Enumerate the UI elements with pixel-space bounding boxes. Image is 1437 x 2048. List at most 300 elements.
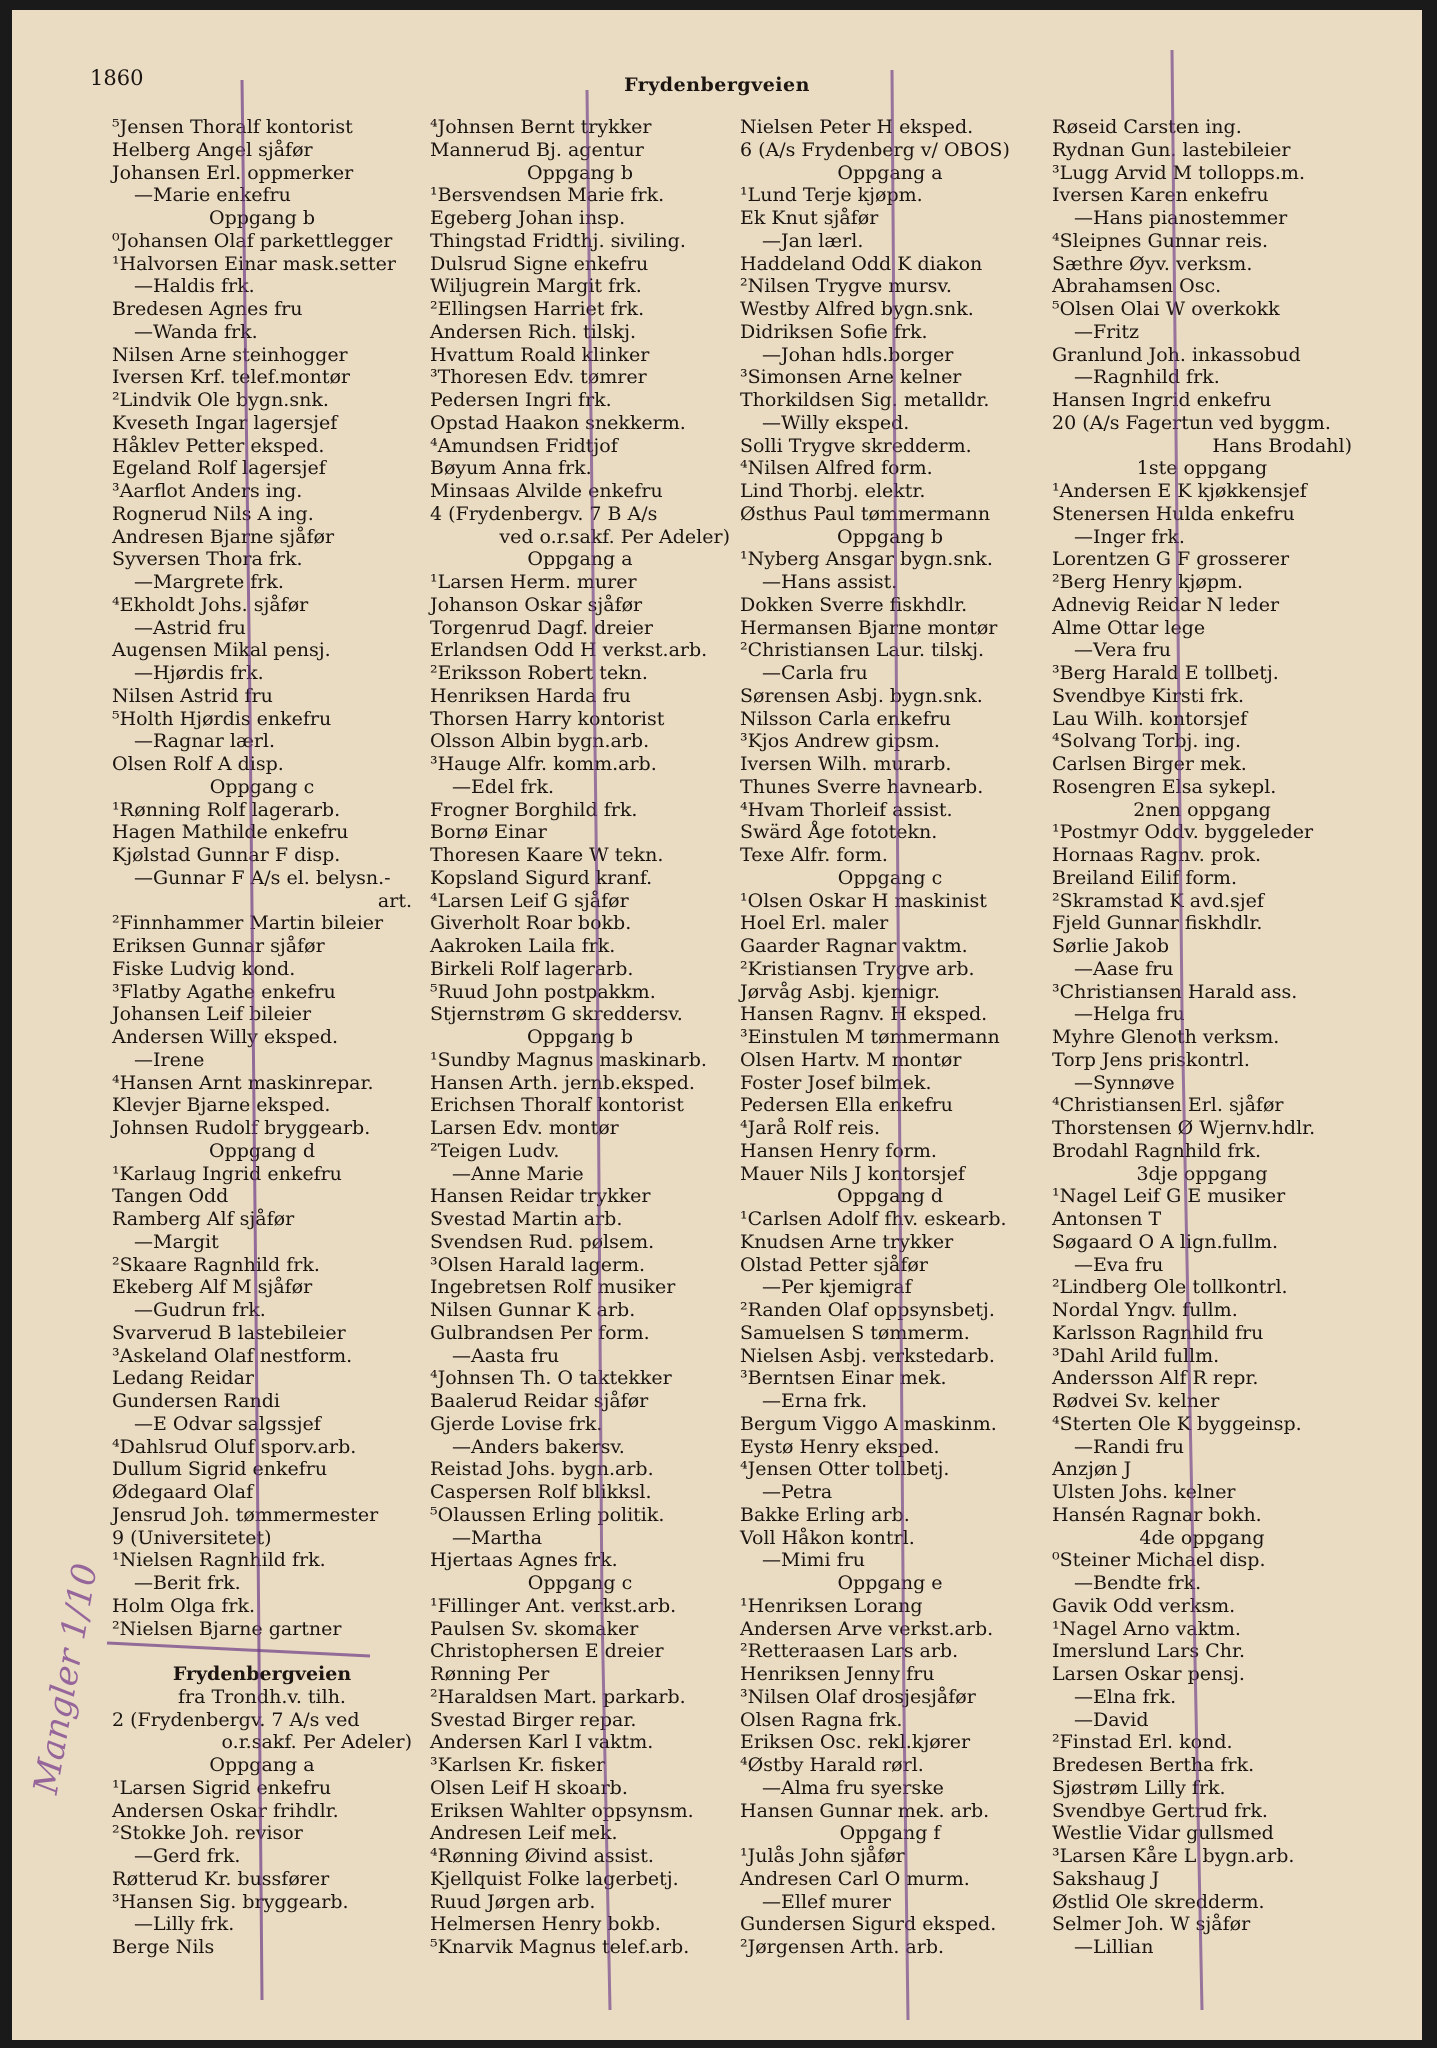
entrance-heading: Oppgang a (209, 1754, 315, 1776)
directory-entry: Olsen Ragna frk. (740, 1708, 903, 1731)
directory-entry: —Hans pianostemmer (1074, 207, 1288, 229)
directory-entry: ²Finstad Erl. kond. (1052, 1731, 1233, 1754)
directory-entry: —Ragnar lærl. (134, 730, 276, 753)
directory-entry: Fiske Ludvig kond. (112, 957, 296, 980)
directory-entry: ³Einstulen M tømmermann (740, 1026, 1000, 1048)
directory-entry: Voll Håkon kontrl. (740, 1526, 915, 1549)
directory-entry: ⁰Johansen Olaf parkettlegger (112, 229, 393, 252)
directory-entry: Didriksen Sofie frk. (740, 320, 928, 343)
directory-entry: ³Thoresen Edv. tømrer (430, 366, 647, 389)
directory-entry: 6 (A/s Frydenberg v/ OBOS) (740, 138, 1010, 161)
directory-entry: Svendbye Gertrud frk. (1052, 1799, 1268, 1822)
directory-entry: Granlund Joh. inkassobud (1052, 343, 1301, 366)
directory-entry: Tangen Odd (112, 1185, 229, 1208)
directory-entry: Frogner Borghild frk. (430, 798, 638, 821)
directory-entry: Ramberg Alf sjåfør (112, 1208, 295, 1230)
directory-entry: Rødvei Sv. kelner (1052, 1390, 1220, 1412)
directory-entry: Samuelsen S tømmerm. (740, 1321, 970, 1344)
directory-entry: —Hjørdis frk. (134, 662, 264, 684)
directory-entry: Ødegaard Olaf (112, 1481, 254, 1503)
directory-entry: Andersen Arve verkst.arb. (740, 1617, 994, 1640)
directory-entry: Stenersen Hulda enkefru (1052, 502, 1295, 525)
directory-entry: Baalerud Reidar sjåfør (430, 1390, 649, 1412)
directory-entry: —Johan hdls.borger (762, 343, 954, 366)
directory-entry: Andersen Karl I vaktm. (430, 1731, 654, 1754)
directory-entry: Ulsten Johs. kelner (1052, 1481, 1236, 1503)
directory-entry: ³Hauge Alfr. komm.arb. (430, 753, 657, 775)
directory-entry: Paulsen Sv. skomaker (430, 1617, 639, 1640)
directory-entry: —Vera fru (1074, 639, 1172, 662)
entrance-heading: 1ste oppgang (1136, 457, 1268, 480)
directory-entry: Klevjer Bjarne eksped. (112, 1094, 331, 1117)
directory-entry: Imerslund Lars Chr. (1052, 1640, 1245, 1663)
directory-entry: Kopsland Sigurd kranf. (430, 866, 653, 889)
directory-entry: Kjellquist Folke lagerbetj. (430, 1867, 679, 1890)
directory-entry: Johansen Leif bileier (112, 1003, 312, 1026)
directory-entry: Fjeld Gunnar fiskhdlr. (1052, 912, 1263, 935)
directory-entry: Torgenrud Dagf. dreier (430, 616, 653, 639)
directory-entry: Larsen Edv. montør (430, 1117, 619, 1139)
directory-entry: —Bendte frk. (1074, 1572, 1202, 1594)
directory-entry: Rydnan Gun. lastebileier (1052, 138, 1291, 161)
directory-entry: —Helga fru (1074, 1003, 1185, 1026)
entrance-heading: 4de oppgang (1139, 1526, 1265, 1549)
directory-entry: Svendbye Kirsti frk. (1052, 684, 1245, 707)
directory-entry: ⁴Sterten Ole K byggeinsp. (1052, 1412, 1302, 1435)
directory-entry: Kveseth Ingar lagersjef (112, 411, 338, 434)
directory-entry: Bakke Erling arb. (740, 1503, 910, 1526)
directory-entry: ⁴Larsen Leif G sjåfør (430, 889, 629, 912)
directory-entry: Jensrud Joh. tømmermester (112, 1503, 379, 1526)
directory-entry: Minsaas Alvilde enkefru (430, 480, 663, 502)
directory-entry: Bornø Einar (430, 821, 547, 844)
directory-entry: —Marie enkefru (134, 184, 291, 207)
directory-entry: Syversen Thora frk. (112, 548, 303, 571)
directory-entry: ⁴Ekholdt Johs. sjåfør (112, 593, 309, 616)
directory-entry: —Gudrun frk. (134, 1299, 266, 1321)
directory-entry: Thingstad Fridthj. siviling. (430, 229, 686, 252)
directory-entry: Larsen Oskar pensj. (1052, 1663, 1245, 1685)
directory-entry: Rønning Per (430, 1663, 550, 1685)
directory-entry: Thoresen Kaare W tekn. (430, 844, 664, 866)
directory-entry: ²Finnhammer Martin bileier (112, 912, 384, 935)
directory-entry: ²Berg Henry kjøpm. (1052, 571, 1244, 593)
directory-entry: Helmersen Henry bokb. (430, 1913, 661, 1936)
directory-entry: Hagen Mathilde enkefru (112, 821, 349, 844)
directory-entry: Carlsen Birger mek. (1052, 753, 1247, 775)
entrance-heading: Oppgang f (839, 1822, 941, 1845)
directory-entry: ²Stokke Joh. revisor (112, 1822, 303, 1845)
directory-entry: Sjøstrøm Lilly frk. (1052, 1776, 1226, 1799)
entrance-heading: Oppgang b (837, 525, 943, 548)
directory-entry: Egeberg Johan insp. (430, 207, 626, 229)
directory-entry: ved o.r.sakf. Per Adeler) (499, 525, 730, 548)
directory-entry: Thorsen Harry kontorist (430, 707, 665, 730)
directory-entry: ⁴Nilsen Alfred form. (740, 457, 933, 480)
directory-entry: ³Lugg Arvid M tollopps.m. (1052, 161, 1305, 184)
directory-entry: Hansen Ragnv. H eksped. (740, 1003, 988, 1026)
directory-entry: ³Simonsen Arne kelner (740, 366, 962, 389)
directory-entry: —Carla fru (762, 662, 868, 684)
directory-entry: Holm Olga frk. (112, 1594, 255, 1617)
directory-entry: ⁴Hvam Thorleif assist. (740, 798, 953, 821)
directory-entry (112, 1640, 412, 1663)
directory-entry: Henriksen Harda fru (430, 684, 631, 707)
directory-entry: —Margit (134, 1230, 219, 1253)
directory-entry: Anzjøn J (1052, 1458, 1132, 1481)
directory-entry: —Berit frk. (134, 1572, 241, 1594)
directory-entry: Egeland Rolf lagersjef (112, 457, 326, 480)
directory-entry: Gundersen Sigurd eksped. (740, 1913, 997, 1936)
directory-entry: Andresen Carl O murm. (740, 1867, 970, 1890)
directory-entry: ⁴Hansen Arnt maskinrepar. (112, 1071, 374, 1094)
directory-entry: —Eva fru (1074, 1253, 1164, 1276)
directory-entry: —Edel frk. (452, 775, 555, 798)
directory-entry: Hornaas Ragnv. prok. (1052, 844, 1262, 866)
directory-entry: Ekeberg Alf M sjåfør (112, 1276, 313, 1299)
directory-entry: ²Retteraasen Lars arb. (740, 1640, 959, 1663)
directory-entry: ³Flatby Agathe enkefru (112, 980, 336, 1003)
directory-entry: ¹Olsen Oskar H maskinist (740, 889, 987, 912)
directory-entry: —Mimi fru (762, 1549, 866, 1572)
directory-entry: Pedersen Ella enkefru (740, 1094, 953, 1117)
directory-entry: Svendsen Rud. pølsem. (430, 1230, 655, 1253)
directory-entry: —Wanda frk. (134, 320, 258, 343)
directory-entry: ¹Larsen Herm. murer (430, 571, 637, 593)
directory-entry: 4 (Frydenbergv. 7 B A/s (430, 502, 658, 525)
directory-entry: Hansen Gunnar mek. arb. (740, 1799, 990, 1822)
directory-entry: Hoel Erl. maler (740, 912, 889, 935)
directory-entry: o.r.sakf. Per Adeler) (221, 1731, 412, 1754)
directory-entry: Sørensen Asbj. bygn.snk. (740, 684, 983, 707)
column-3 (740, 116, 1040, 1959)
directory-entry: Andersen Rich. tilskj. (430, 320, 637, 343)
entrance-heading: Oppgang b (527, 161, 633, 184)
directory-entry: Karlsson Ragnhild fru (1052, 1321, 1264, 1344)
directory-entry: Lau Wilh. kontorsjef (1052, 707, 1248, 730)
entrance-heading: 2nen oppgang (1133, 798, 1271, 821)
directory-entry: ²Eriksson Robert tekn. (430, 662, 648, 684)
directory-entry: —Per kjemigraf (762, 1276, 912, 1299)
directory-entry: ³Kjos Andrew gipsm. (740, 730, 940, 753)
directory-entry: ¹Fillinger Ant. verkst.arb. (430, 1594, 677, 1617)
directory-entry: —Fritz (1074, 320, 1139, 343)
directory-entry: Adnevig Reidar N leder (1052, 593, 1280, 616)
directory-entry: —Aase fru (1074, 957, 1174, 980)
directory-entry: ¹Sundby Magnus maskinarb. (430, 1048, 707, 1071)
directory-entry: ⁵Knarvik Magnus telef.arb. (430, 1936, 690, 1958)
directory-entry: —Ragnhild frk. (1074, 366, 1220, 389)
directory-entry: Thorkildsen Sig. metalldr. (740, 389, 990, 411)
directory-entry: Olsen Rolf A disp. (112, 753, 284, 775)
directory-entry: Andersen Willy eksped. (112, 1026, 339, 1048)
directory-entry: Jørvåg Asbj. kjemigr. (740, 980, 940, 1003)
directory-entry: Røseid Carsten ing. (1052, 116, 1242, 138)
directory-entry: Aakroken Laila frk. (430, 935, 616, 957)
directory-entry: —Randi fru (1074, 1435, 1184, 1458)
directory-entry: Reistad Johs. bygn.arb. (430, 1458, 654, 1481)
directory-entry: Texe Alfr. form. (740, 844, 888, 866)
directory-entry: —Gerd frk. (134, 1845, 241, 1867)
directory-entry: ⁴Sleipnes Gunnar reis. (1052, 229, 1268, 252)
directory-entry: —Lilly frk. (134, 1913, 235, 1936)
directory-entry: Mauer Nils J kontorsjef (740, 1162, 965, 1185)
directory-entry: Hermansen Bjarne montør (740, 616, 998, 639)
directory-entry: Hansén Ragnar bokh. (1052, 1503, 1262, 1526)
directory-entry: fra Trondh.v. tilh. (178, 1685, 346, 1708)
directory-entry: Rosengren Elsa sykepl. (1052, 775, 1277, 798)
directory-entry: ⁴Johnsen Th. O taktekker (430, 1367, 672, 1390)
directory-entry: Breiland Eilif form. (1052, 866, 1237, 889)
directory-entry: Iversen Krf. telef.montør (112, 366, 350, 389)
directory-entry: ²Haraldsen Mart. parkarb. (430, 1685, 686, 1708)
directory-entry: Hansen Henry form. (740, 1139, 937, 1162)
directory-entry: Nilsen Gunnar K arb. (430, 1299, 636, 1321)
directory-entry: ¹Postmyr Oddv. byggeleder (1052, 821, 1314, 844)
directory-entry: ¹Halvorsen Einar mask.setter (112, 252, 396, 275)
directory-entry: —Petra (762, 1481, 833, 1503)
directory-entry: ¹Carlsen Adolf fhv. eskearb. (740, 1208, 1007, 1230)
directory-entry: ⁰Steiner Michael disp. (1052, 1549, 1266, 1572)
directory-entry: Andersen Oskar frihdlr. (112, 1799, 339, 1822)
directory-entry: ⁴Rønning Øivind assist. (430, 1845, 654, 1867)
directory-entry: —Gunnar F A/s el. belysn.- (134, 866, 391, 889)
directory-entry: ¹Lund Terje kjøpm. (740, 184, 923, 207)
directory-entry: ⁴Amundsen Fridtjof (430, 434, 618, 457)
entrance-heading: Oppgang c (837, 866, 943, 889)
directory-entry: Stjernstrøm G skreddersv. (430, 1003, 683, 1026)
directory-entry: Hjertaas Agnes frk. (430, 1549, 618, 1572)
directory-entry: ⁴Christiansen Erl. sjåfør (1052, 1094, 1284, 1117)
directory-entry: Eriksen Osc. rekl.kjører (740, 1731, 971, 1754)
directory-entry: Kjølstad Gunnar F disp. (112, 844, 341, 866)
directory-entry: Ledang Reidar (112, 1367, 254, 1390)
directory-entry: ²Lindberg Ole tollkontrl. (1052, 1276, 1288, 1299)
street-title: Frydenbergveien (624, 74, 810, 96)
directory-entry: ⁴Jarå Rolf reis. (740, 1117, 881, 1139)
directory-entry: Andresen Bjarne sjåfør (112, 525, 335, 548)
directory-entry: ³Berntsen Einar mek. (740, 1367, 947, 1390)
directory-entry: Nielsen Peter H eksped. (740, 116, 974, 138)
directory-entry: ¹Nagel Leif G E musiker (1052, 1185, 1286, 1208)
entrance-heading: Oppgang d (209, 1139, 315, 1162)
directory-entry: ⁴Østby Harald rørl. (740, 1754, 924, 1776)
directory-entry: Sakshaug J (1052, 1867, 1160, 1890)
directory-entry: Johnsen Rudolf bryggearb. (112, 1117, 371, 1139)
directory-entry: Knudsen Arne trykker (740, 1230, 954, 1253)
entrance-heading: Oppgang a (527, 548, 633, 571)
directory-entry: Giverholt Roar bokb. (430, 912, 632, 935)
directory-entry: —David (1074, 1708, 1149, 1731)
directory-entry: Hansen Reidar trykker (430, 1185, 651, 1208)
directory-entry: Dulsrud Signe enkefru (430, 252, 649, 275)
entrance-heading: 3dje oppgang (1136, 1162, 1268, 1185)
directory-entry: ²Skramstad K avd.sjef (1052, 889, 1264, 912)
directory-entry: Pedersen Ingri frk. (430, 389, 612, 411)
directory-entry: Bredesen Bertha frk. (1052, 1754, 1255, 1776)
directory-entry: ²Christiansen Laur. tilskj. (740, 639, 985, 662)
street-heading: Frydenbergveien (172, 1663, 352, 1685)
directory-entry: Nielsen Asbj. verkstedarb. (740, 1344, 995, 1367)
directory-entry: ³Aarflot Anders ing. (112, 480, 303, 502)
directory-entry: ¹Andersen E K kjøkkensjef (1052, 480, 1307, 502)
directory-entry: ⁵Ruud John postpakkm. (430, 980, 656, 1003)
directory-entry: Dullum Sigrid enkefru (112, 1458, 328, 1481)
directory-entry: Birkeli Rolf lagerarb. (430, 957, 634, 980)
directory-entry: —Lillian (1074, 1936, 1154, 1958)
directory-entry: —Martha (452, 1526, 543, 1549)
handwritten-margin-note: Mangler 1/10 (26, 1560, 106, 1797)
directory-entry: Iversen Karen enkefru (1052, 184, 1269, 207)
directory-entry: Wiljugrein Margit frk. (430, 275, 642, 298)
directory-entry: Mannerud Bj. agentur (430, 138, 644, 161)
directory-entry: ³Berg Harald E tollbetj. (1052, 662, 1279, 684)
directory-entry: Gaarder Ragnar vaktm. (740, 935, 968, 957)
directory-entry: Gundersen Randi (112, 1390, 280, 1412)
directory-entry: ²Nilsen Trygve mursv. (740, 275, 952, 298)
directory-entry: ²Teigen Ludv. (430, 1139, 560, 1162)
directory-entry: Gjerde Lovise frk. (430, 1412, 603, 1435)
directory-entry: —Synnøve (1074, 1071, 1175, 1094)
directory-entry: Nilsen Arne steinhogger (112, 343, 348, 366)
directory-entry: Olsen Leif H skoarb. (430, 1776, 628, 1799)
directory-entry: —Anders bakersv. (452, 1435, 625, 1458)
directory-entry: Ingebretsen Rolf musiker (430, 1276, 676, 1299)
directory-entry: Thorstensen Ø Wjernv.hdlr. (1052, 1117, 1316, 1139)
directory-entry: ³Nilsen Olaf drosjesjåfør (740, 1685, 976, 1708)
directory-entry: ⁵Olaussen Erling politik. (430, 1503, 665, 1526)
directory-entry: Selmer Joh. W sjåfør (1052, 1913, 1251, 1936)
directory-entry: Østlid Ole skredderm. (1052, 1890, 1265, 1913)
directory-entry: Sæthre Øyv. verksm. (1052, 252, 1253, 275)
entrance-heading: Oppgang b (527, 1026, 633, 1048)
directory-entry: ²Skaare Ragnhild frk. (112, 1253, 320, 1276)
directory-entry: Olsen Hartv. M montør (740, 1048, 962, 1071)
directory-entry: ¹Bersvendsen Marie frk. (430, 184, 665, 207)
directory-entry: Swärd Åge fototekn. (740, 821, 938, 844)
entrance-heading: Oppgang c (527, 1572, 633, 1594)
directory-entry: Lind Thorbj. elektr. (740, 480, 926, 502)
directory-entry: ¹Nagel Arno vaktm. (1052, 1617, 1241, 1640)
directory-entry: —Ellef murer (762, 1890, 892, 1913)
directory-entry: art. (377, 889, 412, 912)
directory-entry: ³Dahl Arild fullm. (1052, 1344, 1220, 1367)
directory-entry: ³Karlsen Kr. fisker (430, 1754, 606, 1776)
entrance-heading: Oppgang b (209, 207, 315, 229)
directory-entry: Opstad Haakon snekkerm. (430, 411, 686, 434)
directory-entry: ²Ellingsen Harriet frk. (430, 298, 645, 320)
directory-entry: Sørlie Jakob (1052, 935, 1170, 957)
directory-entry: Eriksen Gunnar sjåfør (112, 935, 325, 957)
column-1 (112, 116, 412, 1959)
directory-entry: Olstad Petter sjåfør (740, 1253, 928, 1276)
directory-entry: —Margrete frk. (134, 571, 284, 593)
column-2 (430, 116, 730, 1959)
directory-entry: Alme Ottar lege (1052, 616, 1206, 639)
directory-entry: Ek Knut sjåfør (740, 207, 879, 229)
directory-entry: —Irene (134, 1048, 205, 1071)
directory-entry: Andresen Leif mek. (430, 1822, 618, 1845)
directory-entry: ³Hansen Sig. bryggearb. (112, 1890, 349, 1913)
directory-entry: ³Christiansen Harald ass. (1052, 980, 1298, 1003)
directory-entry: Eystø Henry eksped. (740, 1435, 940, 1458)
directory-entry: ⁵Holth Hjørdis enkefru (112, 707, 332, 730)
directory-entry: Søgaard O A lign.fullm. (1052, 1230, 1279, 1253)
directory-entry: 2 (Frydenbergv. 7 A/s ved (112, 1708, 360, 1731)
directory-entry: Berge Nils (112, 1936, 215, 1958)
directory-entry: ²Lindvik Ole bygn.snk. (112, 389, 329, 411)
directory-entry: Nilsen Astrid fru (112, 684, 273, 707)
directory-entry: Abrahamsen Osc. (1052, 275, 1222, 298)
directory-entry: Torp Jens priskontrl. (1052, 1048, 1250, 1071)
directory-entry: 9 (Universitetet) (112, 1526, 272, 1549)
entrance-heading: Oppgang e (837, 1572, 943, 1594)
entrance-heading: Oppgang a (837, 161, 943, 184)
directory-entry: Caspersen Rolf blikksl. (430, 1481, 652, 1503)
directory-entry: ¹Larsen Sigrid enkefru (112, 1776, 332, 1799)
directory-entry: Ruud Jørgen arb. (430, 1890, 596, 1913)
directory-entry: Eriksen Wahlter oppsynsm. (430, 1799, 694, 1822)
directory-entry: Gavik Odd verksm. (1052, 1594, 1236, 1617)
directory-entry: Erichsen Thoralf kontorist (430, 1094, 684, 1117)
entrance-heading: Oppgang c (209, 775, 315, 798)
directory-entry: ²Jørgensen Arth. arb. (740, 1936, 945, 1958)
directory-entry: Rognerud Nils A ing. (112, 502, 314, 525)
directory-entry: —Jan lærl. (762, 229, 864, 252)
directory-entry: Bredesen Agnes fru (112, 298, 303, 320)
directory-entry: Christophersen E dreier (430, 1640, 664, 1663)
directory-entry: Solli Trygve skredderm. (740, 434, 972, 457)
directory-entry: ¹Nielsen Ragnhild frk. (112, 1549, 326, 1572)
directory-entry: Nordal Yngv. fullm. (1052, 1299, 1238, 1321)
directory-entry: ⁵Olsen Olai W overkokk (1052, 298, 1280, 320)
directory-entry: Hans Brodahl) (1212, 434, 1352, 457)
directory-entry: Gulbrandsen Per form. (430, 1321, 650, 1344)
directory-entry: 20 (A/s Fagertun ved byggm. (1052, 411, 1331, 434)
directory-entry: Myhre Glenoth verksm. (1052, 1026, 1280, 1048)
directory-entry: —Anne Marie (452, 1162, 584, 1185)
page-number: 1860 (90, 66, 144, 90)
directory-entry: Johanson Oskar sjåfør (430, 593, 643, 616)
directory-page (12, 10, 1422, 2040)
directory-entry: —Haldis frk. (134, 275, 255, 298)
directory-entry: —Astrid fru (134, 616, 246, 639)
directory-entry: —Alma fru syerske (762, 1776, 944, 1799)
directory-entry: Foster Josef bilmek. (740, 1071, 932, 1094)
directory-entry: Haddeland Odd K diakon (740, 252, 983, 275)
directory-entry: Westlie Vidar gullsmed (1052, 1822, 1274, 1845)
directory-entry: Lorentzen G F grosserer (1052, 548, 1290, 571)
directory-entry: Nilsson Carla enkefru (740, 707, 951, 730)
column-4 (1052, 116, 1352, 1959)
directory-entry: ³Olsen Harald lagerm. (430, 1253, 646, 1276)
directory-entry: Henriksen Jenny fru (740, 1663, 935, 1685)
directory-entry: Bøyum Anna frk. (430, 457, 592, 480)
directory-entry: ³Larsen Kåre L bygn.arb. (1052, 1845, 1295, 1867)
directory-entry: —Elna frk. (1074, 1685, 1177, 1708)
directory-entry: Håklev Petter eksped. (112, 434, 325, 457)
directory-entry: ⁴Jensen Otter tollbetj. (740, 1458, 950, 1481)
directory-entry: —Aasta fru (452, 1344, 560, 1367)
directory-entry: Hansen Ingrid enkefru (1052, 389, 1272, 411)
directory-entry: Svestad Birger repar. (430, 1708, 637, 1731)
directory-entry: ¹Nyberg Ansgar bygn.snk. (740, 548, 993, 571)
directory-entry: Hvattum Roald klinker (430, 343, 650, 366)
directory-entry: Westby Alfred bygn.snk. (740, 298, 974, 320)
directory-entry: ¹Rønning Rolf lagerarb. (112, 798, 341, 821)
directory-entry: Hansen Arth. jernb.eksped. (430, 1071, 695, 1094)
directory-entry: Johansen Erl. oppmerker (112, 161, 354, 184)
